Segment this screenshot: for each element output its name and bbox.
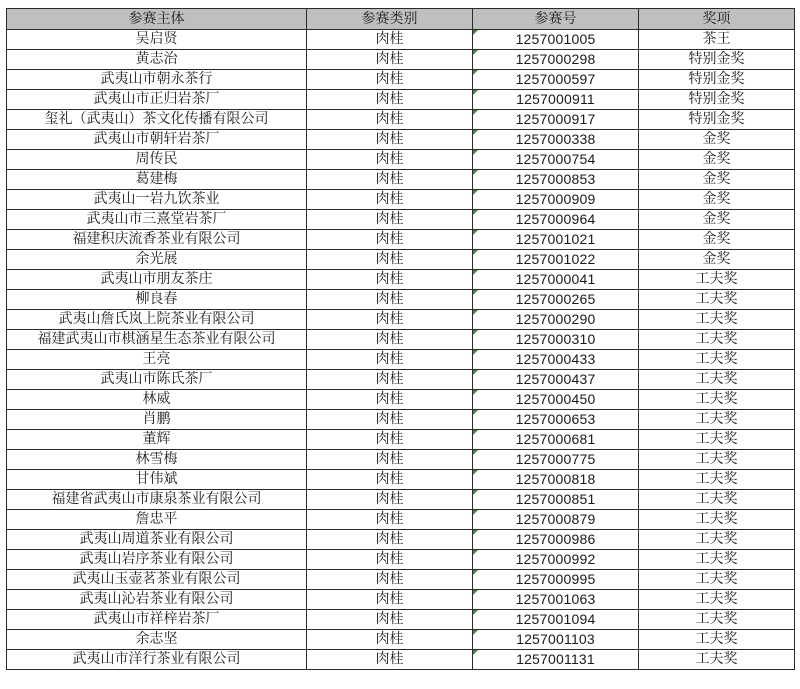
cell-category[interactable]: 肉桂 [307, 130, 473, 150]
cell-entry-number[interactable]: 1257001131 [473, 650, 639, 670]
cell-category[interactable]: 肉桂 [307, 530, 473, 550]
cell-entrant[interactable]: 黄志治 [7, 50, 307, 70]
cell-award[interactable]: 工夫奖 [639, 290, 795, 310]
cell-entry-number[interactable]: 1257000653 [473, 410, 639, 430]
cell-category[interactable]: 肉桂 [307, 90, 473, 110]
table-row [7, 230, 795, 250]
cell-award[interactable]: 工夫奖 [639, 330, 795, 350]
cell-award[interactable]: 工夫奖 [639, 650, 795, 670]
table-row [7, 590, 795, 610]
cell-entry-number[interactable]: 1257001094 [473, 610, 639, 630]
table-row [7, 90, 795, 110]
cell-category[interactable]: 肉桂 [307, 510, 473, 530]
cell-category[interactable]: 肉桂 [307, 490, 473, 510]
cell-award[interactable]: 金奖 [639, 230, 795, 250]
cell-award[interactable]: 金奖 [639, 190, 795, 210]
cell-entrant[interactable]: 武夷山周道茶业有限公司 [7, 530, 307, 550]
cell-entrant[interactable]: 周传民 [7, 150, 307, 170]
cell-category[interactable]: 肉桂 [307, 350, 473, 370]
cell-award[interactable]: 工夫奖 [639, 450, 795, 470]
cell-category[interactable]: 肉桂 [307, 30, 473, 50]
cell-award[interactable]: 工夫奖 [639, 410, 795, 430]
cell-entry-number[interactable]: 1257000338 [473, 130, 639, 150]
cell-entrant[interactable]: 林威 [7, 390, 307, 410]
cell-entry-number[interactable]: 1257000754 [473, 150, 639, 170]
cell-entrant[interactable]: 武夷山一岩九饮茶业 [7, 190, 307, 210]
cell-category[interactable]: 肉桂 [307, 390, 473, 410]
cell-award[interactable]: 工夫奖 [639, 490, 795, 510]
table-row [7, 550, 795, 570]
cell-entry-number[interactable]: 1257000681 [473, 430, 639, 450]
table-row [7, 190, 795, 210]
table-row [7, 450, 795, 470]
cell-entrant[interactable]: 詹忠平 [7, 510, 307, 530]
cell-entry-number[interactable]: 1257000917 [473, 110, 639, 130]
cell-entry-number[interactable]: 1257000433 [473, 350, 639, 370]
table-row [7, 510, 795, 530]
cell-entrant[interactable]: 甘伟斌 [7, 470, 307, 490]
cell-category[interactable]: 肉桂 [307, 310, 473, 330]
table-row [7, 350, 795, 370]
table-row [7, 250, 795, 270]
cell-entrant[interactable]: 武夷山沁岩茶业有限公司 [7, 590, 307, 610]
cell-category[interactable]: 肉桂 [307, 590, 473, 610]
cell-entrant[interactable]: 福建积庆流香茶业有限公司 [7, 230, 307, 250]
cell-award[interactable]: 工夫奖 [639, 430, 795, 450]
cell-entrant[interactable]: 葛建梅 [7, 170, 307, 190]
cell-category[interactable]: 肉桂 [307, 170, 473, 190]
table-row [7, 630, 795, 650]
cell-award[interactable]: 金奖 [639, 250, 795, 270]
cell-entry-number[interactable]: 1257000775 [473, 450, 639, 470]
cell-entrant[interactable]: 武夷山玉壶茗茶业有限公司 [7, 570, 307, 590]
cell-category[interactable]: 肉桂 [307, 290, 473, 310]
cell-award[interactable]: 金奖 [639, 130, 795, 150]
cell-entry-number[interactable]: 1257000911 [473, 90, 639, 110]
table-row [7, 290, 795, 310]
cell-entrant[interactable]: 武夷山市正归岩茶厂 [7, 90, 307, 110]
cell-award[interactable]: 工夫奖 [639, 270, 795, 290]
cell-entrant[interactable]: 柳良春 [7, 290, 307, 310]
table-row [7, 650, 795, 670]
cell-category[interactable]: 肉桂 [307, 570, 473, 590]
cell-category[interactable]: 肉桂 [307, 250, 473, 270]
cell-category[interactable]: 肉桂 [307, 230, 473, 250]
cell-award[interactable]: 金奖 [639, 170, 795, 190]
cell-entrant[interactable]: 武夷山市洋行茶业有限公司 [7, 650, 307, 670]
cell-category[interactable]: 肉桂 [307, 470, 473, 490]
table-body [7, 30, 795, 670]
table-row [7, 170, 795, 190]
cell-award[interactable]: 特别金奖 [639, 90, 795, 110]
cell-entrant[interactable]: 武夷山市祥梓岩茶厂 [7, 610, 307, 630]
cell-entrant[interactable]: 武夷山市陈氏茶厂 [7, 370, 307, 390]
cell-award[interactable]: 特别金奖 [639, 70, 795, 90]
cell-category[interactable]: 肉桂 [307, 210, 473, 230]
cell-award[interactable]: 工夫奖 [639, 510, 795, 530]
cell-entry-number[interactable]: 1257000964 [473, 210, 639, 230]
cell-entry-number[interactable]: 1257001021 [473, 230, 639, 250]
cell-award[interactable]: 工夫奖 [639, 350, 795, 370]
cell-category[interactable]: 肉桂 [307, 70, 473, 90]
cell-entrant[interactable]: 武夷山岩序茶业有限公司 [7, 550, 307, 570]
table-row [7, 570, 795, 590]
cell-entrant[interactable]: 福建武夷山市棋涵星生态茶业有限公司 [7, 330, 307, 350]
table-row [7, 30, 795, 50]
cell-category[interactable]: 肉桂 [307, 150, 473, 170]
cell-award[interactable]: 金奖 [639, 150, 795, 170]
cell-category[interactable]: 肉桂 [307, 270, 473, 290]
cell-entry-number[interactable]: 1257000851 [473, 490, 639, 510]
header-entrant[interactable]: 参赛主体 [7, 9, 307, 30]
header-category[interactable]: 参赛类别 [307, 9, 473, 30]
cell-entry-number[interactable]: 1257000597 [473, 70, 639, 90]
cell-category[interactable]: 肉桂 [307, 550, 473, 570]
cell-entry-number[interactable]: 1257000298 [473, 50, 639, 70]
cell-entry-number[interactable]: 1257000041 [473, 270, 639, 290]
cell-category[interactable]: 肉桂 [307, 50, 473, 70]
cell-award[interactable]: 工夫奖 [639, 570, 795, 590]
table-row [7, 490, 795, 510]
cell-category[interactable]: 肉桂 [307, 110, 473, 130]
cell-award[interactable]: 工夫奖 [639, 370, 795, 390]
cell-entry-number[interactable]: 1257001103 [473, 630, 639, 650]
cell-entry-number[interactable]: 1257000909 [473, 190, 639, 210]
cell-award[interactable]: 工夫奖 [639, 310, 795, 330]
table-row [7, 470, 795, 490]
cell-entry-number[interactable]: 1257000437 [473, 370, 639, 390]
cell-award[interactable]: 工夫奖 [639, 630, 795, 650]
table-row [7, 430, 795, 450]
cell-entrant[interactable]: 玺礼（武夷山）茶文化传播有限公司 [7, 110, 307, 130]
cell-entrant[interactable]: 董辉 [7, 430, 307, 450]
cell-award[interactable]: 工夫奖 [639, 470, 795, 490]
cell-category[interactable]: 肉桂 [307, 630, 473, 650]
cell-entrant[interactable]: 武夷山市朝永茶行 [7, 70, 307, 90]
cell-entrant[interactable]: 武夷山市三熹堂岩茶厂 [7, 210, 307, 230]
table-row [7, 50, 795, 70]
cell-award[interactable]: 金奖 [639, 210, 795, 230]
cell-award[interactable]: 特别金奖 [639, 110, 795, 130]
cell-entry-number[interactable]: 1257001063 [473, 590, 639, 610]
cell-award[interactable]: 工夫奖 [639, 550, 795, 570]
cell-entrant[interactable]: 王亮 [7, 350, 307, 370]
table-row [7, 370, 795, 390]
cell-entry-number[interactable]: 1257000995 [473, 570, 639, 590]
cell-entrant[interactable]: 林雪梅 [7, 450, 307, 470]
cell-entry-number[interactable]: 1257001022 [473, 250, 639, 270]
table-row [7, 330, 795, 350]
cell-category[interactable]: 肉桂 [307, 330, 473, 350]
cell-award[interactable]: 工夫奖 [639, 390, 795, 410]
table-row [7, 210, 795, 230]
header-award[interactable]: 奖项 [639, 9, 795, 30]
cell-entry-number[interactable]: 1257001005 [473, 30, 639, 50]
table-row [7, 150, 795, 170]
cell-entrant[interactable]: 福建省武夷山市康泉茶业有限公司 [7, 490, 307, 510]
table-row [7, 530, 795, 550]
cell-award[interactable]: 茶王 [639, 30, 795, 50]
cell-entrant[interactable]: 武夷山市朋友茶庄 [7, 270, 307, 290]
cell-entrant[interactable]: 武夷山市朝轩岩茶厂 [7, 130, 307, 150]
table-row [7, 410, 795, 430]
cell-award[interactable]: 工夫奖 [639, 610, 795, 630]
cell-category[interactable]: 肉桂 [307, 370, 473, 390]
cell-entry-number[interactable]: 1257000992 [473, 550, 639, 570]
cell-entrant[interactable]: 肖鹏 [7, 410, 307, 430]
spreadsheet-sheet [6, 8, 794, 670]
cell-entry-number[interactable]: 1257000450 [473, 390, 639, 410]
cell-category[interactable]: 肉桂 [307, 410, 473, 430]
cell-entry-number[interactable]: 1257000879 [473, 510, 639, 530]
cell-award[interactable]: 工夫奖 [639, 590, 795, 610]
table-row [7, 310, 795, 330]
cell-category[interactable]: 肉桂 [307, 610, 473, 630]
cell-award[interactable]: 特别金奖 [639, 50, 795, 70]
cell-entrant[interactable]: 武夷山詹氏岚上院茶业有限公司 [7, 310, 307, 330]
cell-entrant[interactable]: 余光展 [7, 250, 307, 270]
cell-entry-number[interactable]: 1257000853 [473, 170, 639, 190]
cell-category[interactable]: 肉桂 [307, 190, 473, 210]
table-row [7, 70, 795, 90]
cell-entry-number[interactable]: 1257000265 [473, 290, 639, 310]
cell-entrant[interactable]: 余志坚 [7, 630, 307, 650]
cell-entry-number[interactable]: 1257000818 [473, 470, 639, 490]
cell-entry-number[interactable]: 1257000986 [473, 530, 639, 550]
table-row [7, 110, 795, 130]
table-row [7, 390, 795, 410]
cell-award[interactable]: 工夫奖 [639, 530, 795, 550]
table-row [7, 610, 795, 630]
header-row [7, 9, 795, 30]
cell-category[interactable]: 肉桂 [307, 430, 473, 450]
cell-entry-number[interactable]: 1257000310 [473, 330, 639, 350]
cell-entry-number[interactable]: 1257000290 [473, 310, 639, 330]
cell-category[interactable]: 肉桂 [307, 650, 473, 670]
awards-table [6, 8, 795, 670]
header-entry-number[interactable]: 参赛号 [473, 9, 639, 30]
table-row [7, 130, 795, 150]
table-row [7, 270, 795, 290]
cell-entrant[interactable]: 吴启贤 [7, 30, 307, 50]
cell-category[interactable]: 肉桂 [307, 450, 473, 470]
